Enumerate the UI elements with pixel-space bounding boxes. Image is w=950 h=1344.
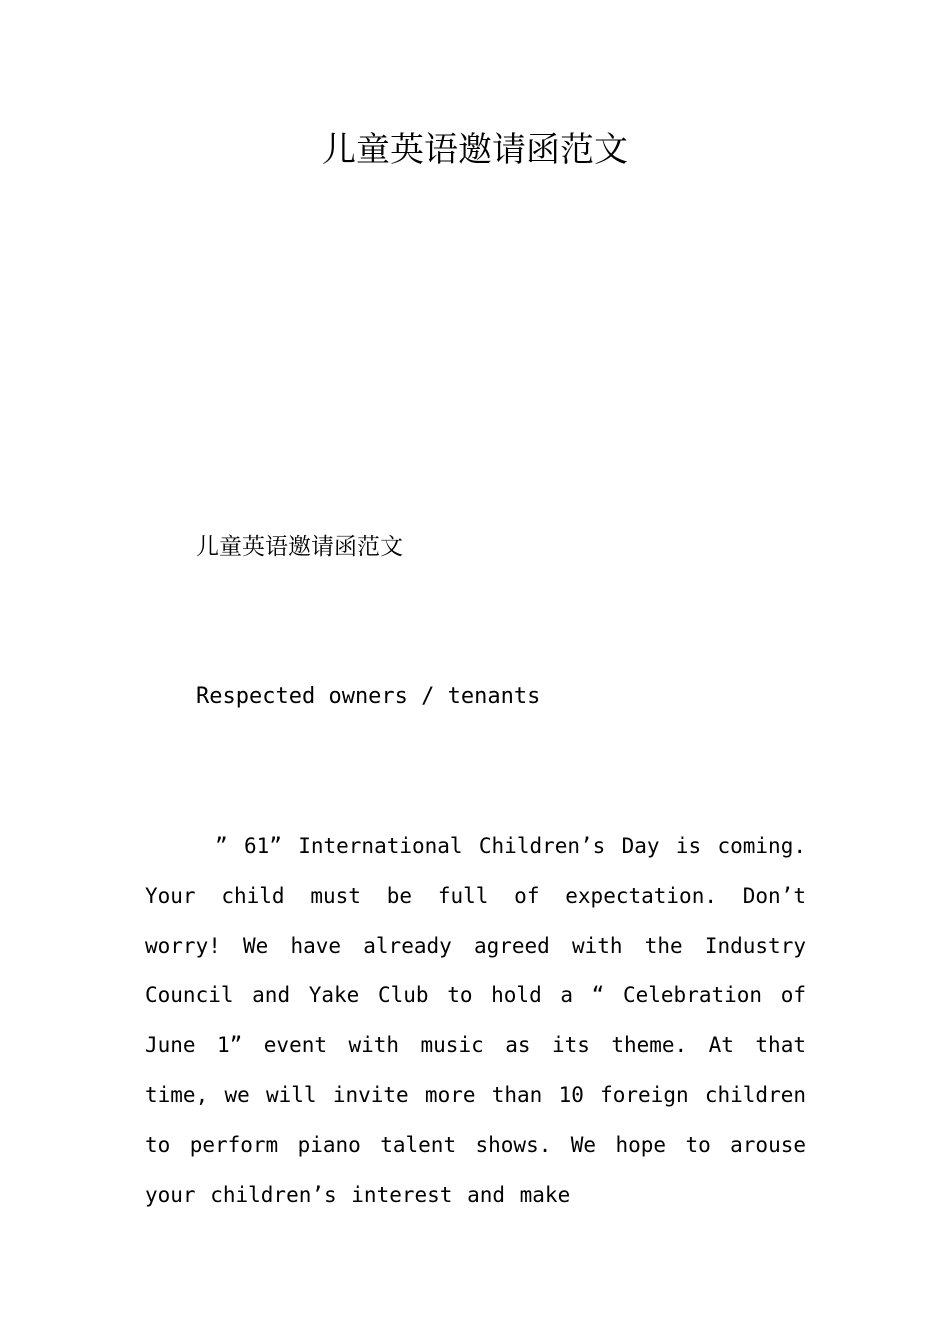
document-title: 儿童英语邀请函范文 bbox=[322, 130, 628, 170]
body-paragraph: ” 61” International Children’s Day is coming. Your child must be full of expectation. Don’t worry! We have already agreed with the Industry Council and Yake Club to hold a “ Celebration of June 1” event with music as its theme. At that time, we will invite more than 10 foreign children to perform piano talent shows. We hope to arouse your children’s interest and make bbox=[145, 834, 806, 1207]
salutation: Respected owners / tenants bbox=[196, 684, 541, 709]
document-subtitle: 儿童英语邀请函范文 bbox=[196, 534, 403, 560]
